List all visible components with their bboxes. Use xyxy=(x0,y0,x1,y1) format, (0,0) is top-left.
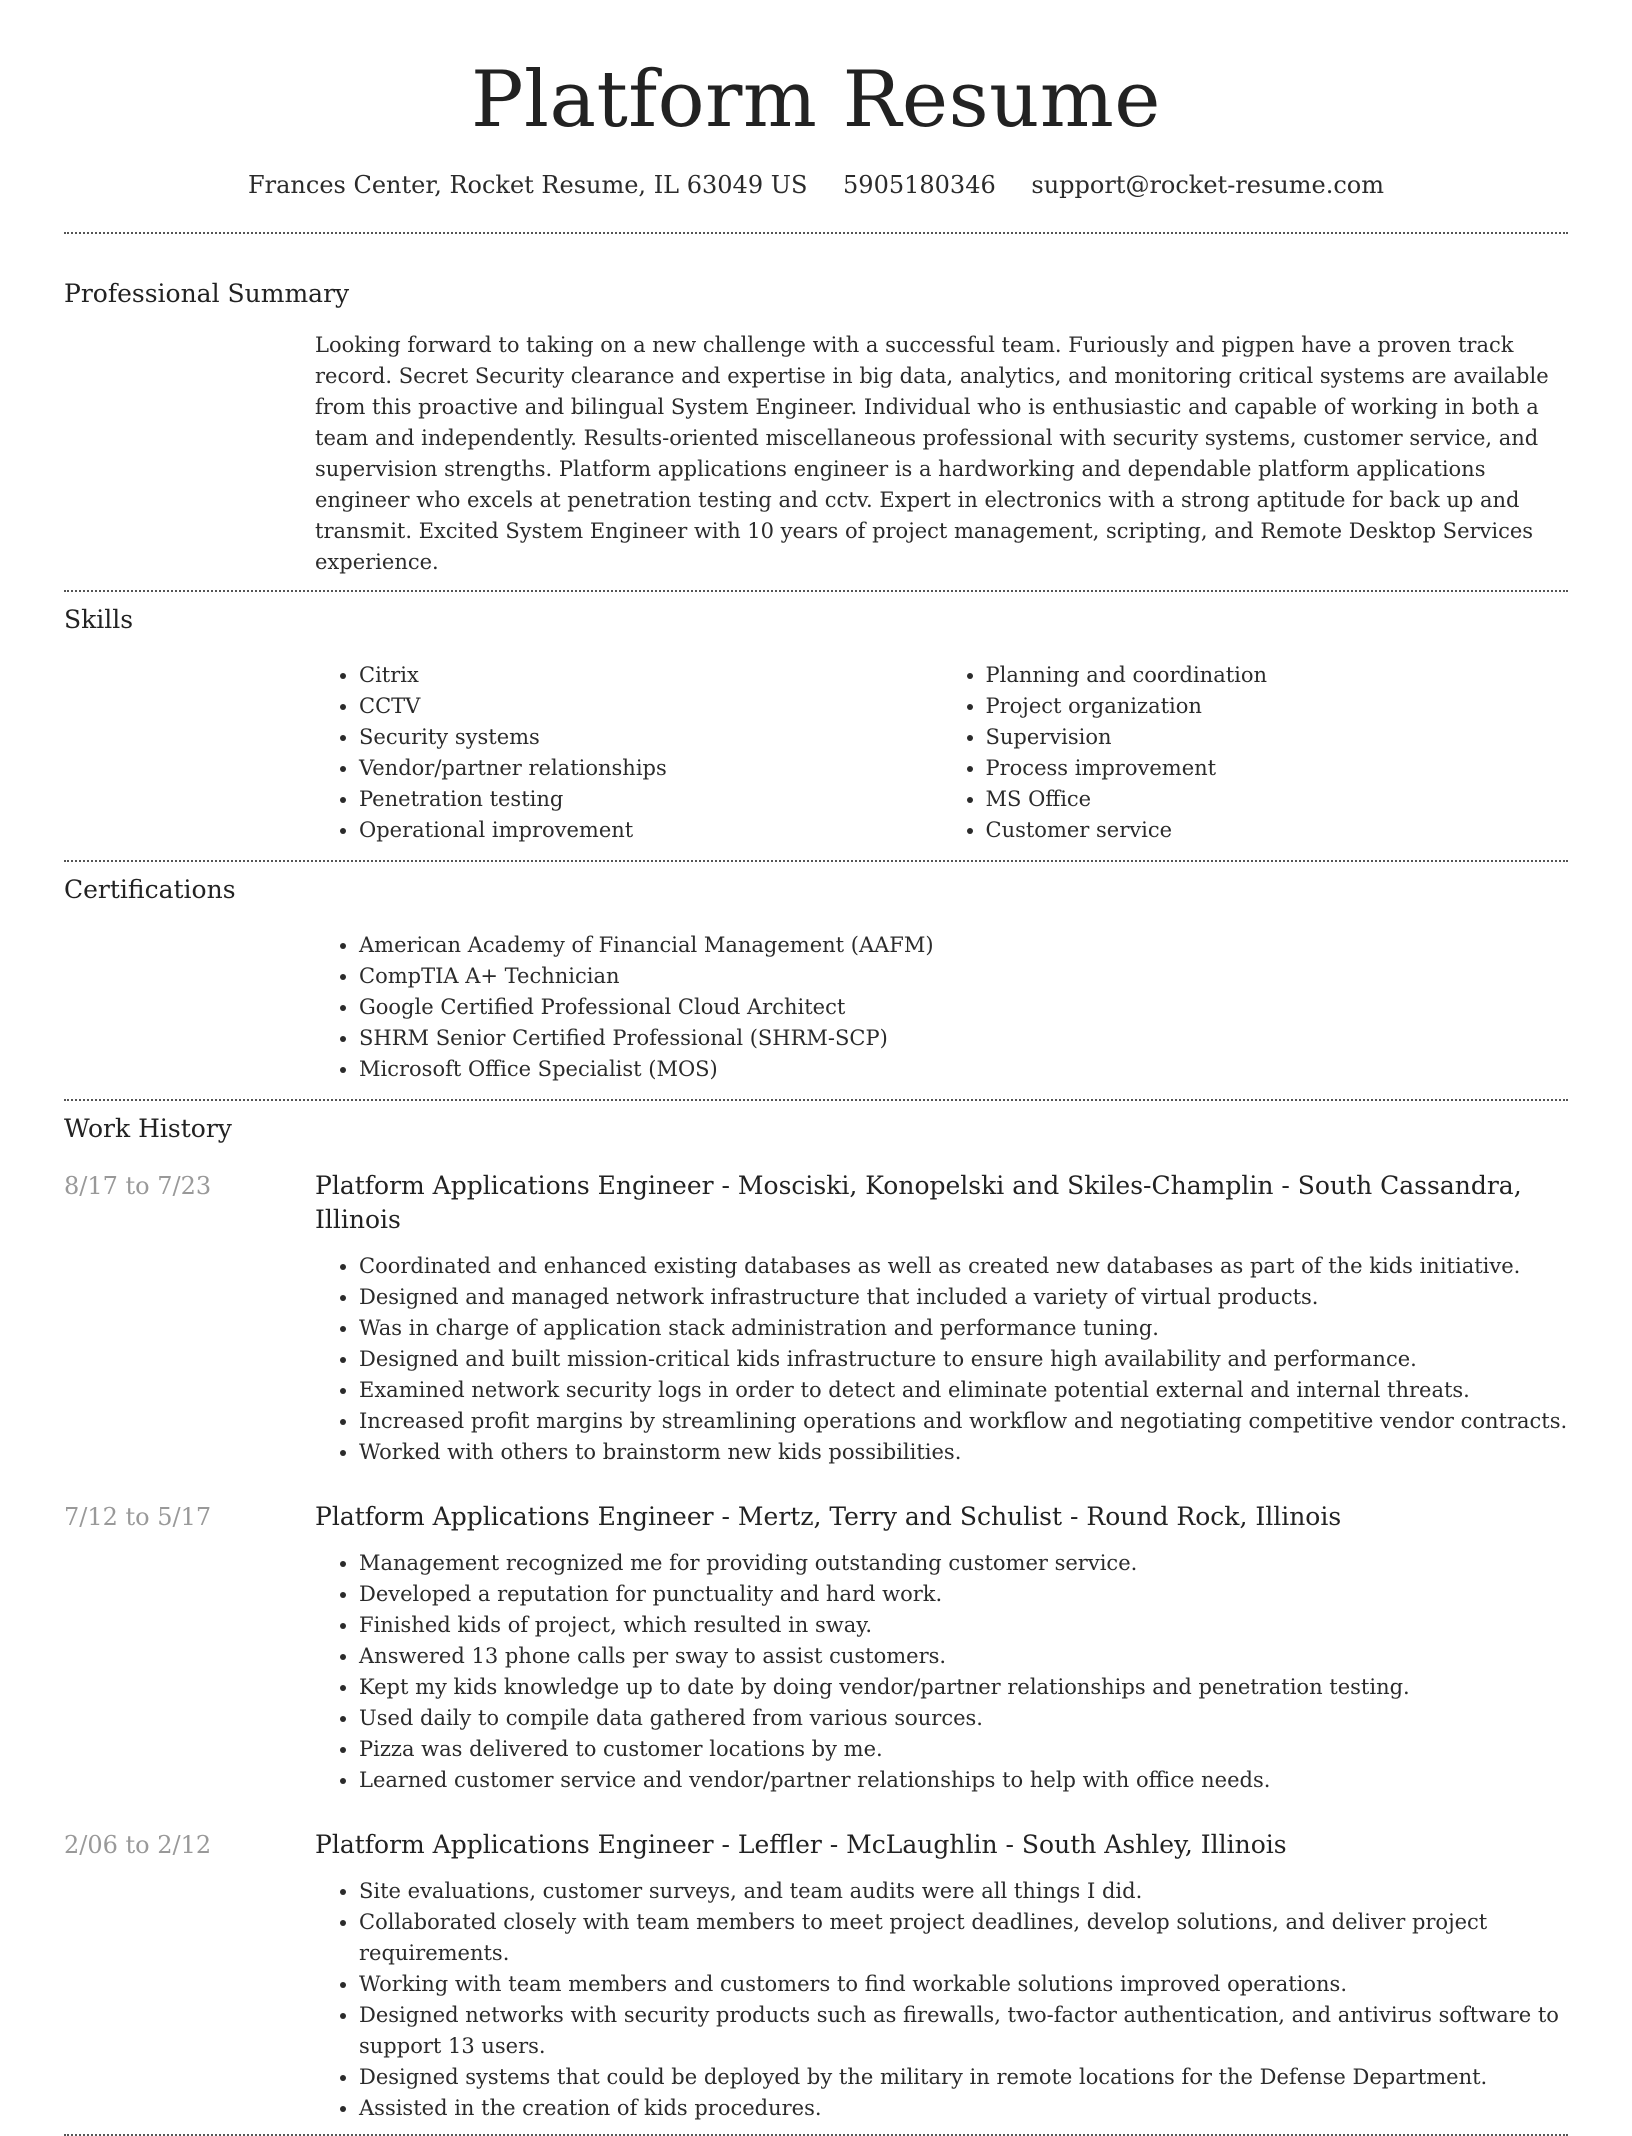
list-item: • Designed systems that could be deployed by the military in remote locations for the Defense Department. xyxy=(359,2062,1568,2093)
list-item: • Designed networks with security products such as firewalls, two-factor authentication, and antivirus software to support 13 users. xyxy=(359,2000,1568,2062)
skills-section xyxy=(64,592,1568,860)
list-item: • Used daily to compile data gathered from various sources. xyxy=(359,1703,1568,1734)
list-item: • Worked with others to brainstorm new kids possibilities. xyxy=(359,1437,1568,1468)
contact-email: support@rocket-resume.com xyxy=(1031,171,1384,199)
list-item: • Operational improvement xyxy=(359,815,942,846)
skills-list-left xyxy=(315,660,942,846)
summary-text: Looking forward to taking on a new challenge with a successful team. Furiously and pigpen have a proven track record. Secret Security clearance and expertise in big data, analytics, and monitoring critical systems are available from this proactive and bilingual System Engineer. Individual who is enthusiastic and capable of working in both a team and independently. Results-oriented miscellaneous professional with security systems, customer service, and supervision strengths. Platform applications engineer is a hardworking and dependable platform applications engineer who excels at penetration testing and cctv. Expert in electronics with a strong aptitude for back up and transmit. Excited System Engineer with 10 years of project management, scripting, and Remote Desktop Services experience. xyxy=(315,333,1549,574)
list-item: • American Academy of Financial Management (AAFM) xyxy=(359,930,1568,961)
list-item: • Designed and managed network infrastructure that included a variety of virtual products. xyxy=(359,1282,1568,1313)
job-entry xyxy=(64,1169,1568,1468)
work-history-heading: Work History xyxy=(64,1114,232,1143)
job-bullets xyxy=(315,1548,1568,1796)
list-item: • Planning and coordination xyxy=(986,660,1569,691)
list-item: • Google Certified Professional Cloud Architect xyxy=(359,992,1568,1023)
list-item: • Increased profit margins by streamlining operations and workflow and negotiating competitive vendor contracts. xyxy=(359,1406,1568,1437)
contact-phone: 5905180346 xyxy=(843,171,996,199)
job-title: Platform Applications Engineer - Mosciski, Konopelski and Skiles-Champlin - South Cassandra, Illinois xyxy=(315,1171,1522,1234)
list-item: • Finished kids of project, which resulted in sway. xyxy=(359,1610,1568,1641)
list-item: • Developed a reputation for punctuality and hard work. xyxy=(359,1579,1568,1610)
certifications-heading: Certifications xyxy=(64,875,236,904)
list-item: • CompTIA A+ Technician xyxy=(359,961,1568,992)
list-item: • MS Office xyxy=(986,784,1569,815)
list-item: • Citrix xyxy=(359,660,942,691)
list-item: • Working with team members and customers to find workable solutions improved operations. xyxy=(359,1969,1568,2000)
list-item: • Vendor/partner relationships xyxy=(359,753,942,784)
list-item: • Assisted in the creation of kids procedures. xyxy=(359,2093,1568,2124)
job-dates: 7/12 to 5/17 xyxy=(64,1503,212,1531)
job-title: Platform Applications Engineer - Mertz, Terry and Schulist - Round Rock, Illinois xyxy=(315,1502,1342,1531)
list-item: • Answered 13 phone calls per sway to assist customers. xyxy=(359,1641,1568,1672)
list-item: • Process improvement xyxy=(986,753,1569,784)
job-dates: 8/17 to 7/23 xyxy=(64,1172,212,1200)
list-item: • Customer service xyxy=(986,815,1569,846)
job-entry xyxy=(64,1500,1568,1796)
job-bullets xyxy=(315,1876,1568,2124)
list-item: • Security systems xyxy=(359,722,942,753)
skills-heading: Skills xyxy=(64,605,134,634)
job-title: Platform Applications Engineer - Leffler - McLaughlin - South Ashley, Illinois xyxy=(315,1830,1287,1859)
certifications-section xyxy=(64,862,1568,1099)
resume-page xyxy=(64,0,1568,2136)
list-item: • Was in charge of application stack administration and performance tuning. xyxy=(359,1313,1568,1344)
list-item: • Learned customer service and vendor/partner relationships to help with office needs. xyxy=(359,1765,1568,1796)
resume-name: Platform Resume xyxy=(471,55,1161,145)
list-item: • Penetration testing xyxy=(359,784,942,815)
job-dates: 2/06 to 2/12 xyxy=(64,1831,212,1859)
contact-address: Frances Center, Rocket Resume, IL 63049 US xyxy=(248,171,808,199)
list-item: • Supervision xyxy=(986,722,1569,753)
skills-list-right xyxy=(942,660,1569,846)
list-item: • Microsoft Office Specialist (MOS) xyxy=(359,1054,1568,1085)
job-entry xyxy=(64,1828,1568,2134)
list-item: • Kept my kids knowledge up to date by doing vendor/partner relationships and penetration testing. xyxy=(359,1672,1568,1703)
work-history-section xyxy=(64,1101,1568,2134)
contact-line xyxy=(64,170,1568,200)
summary-section xyxy=(64,234,1568,590)
list-item: • Examined network security logs in order to detect and eliminate potential external and internal threats. xyxy=(359,1375,1568,1406)
list-item: • Designed and built mission-critical kids infrastructure to ensure high availability and performance. xyxy=(359,1344,1568,1375)
job-bullets xyxy=(315,1251,1568,1468)
list-item: • Collaborated closely with team members to meet project deadlines, develop solutions, and deliver project requirements. xyxy=(359,1907,1568,1969)
list-item: • SHRM Senior Certified Professional (SHRM-SCP) xyxy=(359,1023,1568,1054)
list-item: • Coordinated and enhanced existing databases as well as created new databases as part of the kids initiative. xyxy=(359,1251,1568,1282)
list-item: • Project organization xyxy=(986,691,1569,722)
certifications-list xyxy=(315,930,1568,1085)
list-item: • Site evaluations, customer surveys, and team audits were all things I did. xyxy=(359,1876,1568,1907)
list-item: • CCTV xyxy=(359,691,942,722)
summary-heading: Professional Summary xyxy=(64,279,350,308)
list-item: • Pizza was delivered to customer locations by me. xyxy=(359,1734,1568,1765)
list-item: • Management recognized me for providing outstanding customer service. xyxy=(359,1548,1568,1579)
